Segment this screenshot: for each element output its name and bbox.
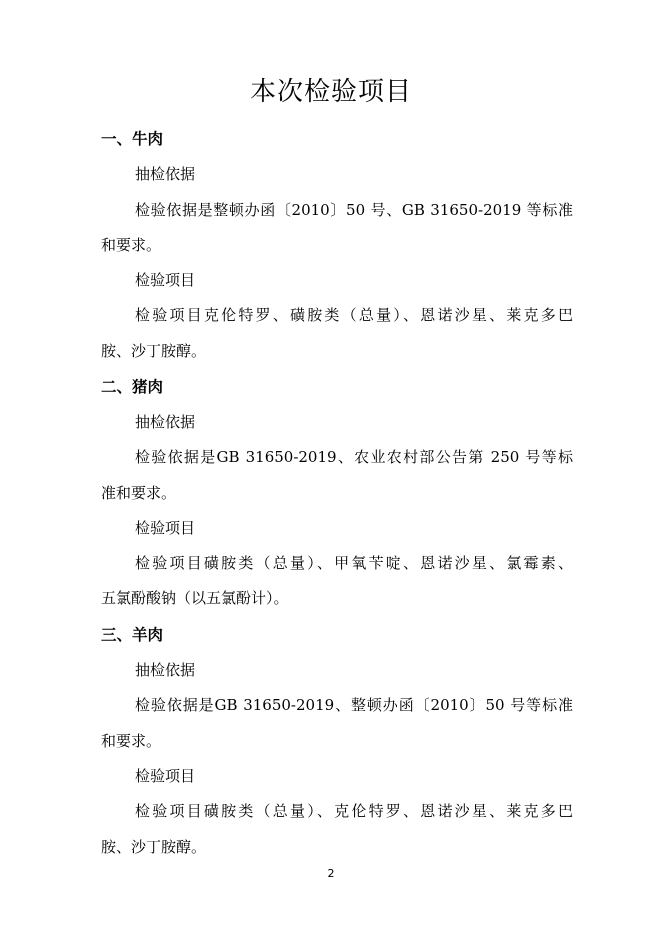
section-mutton-basis-label: 抽检依据 xyxy=(135,661,196,679)
section-pork-items-text: 检验项目磺胺类（总量）、甲氧苄啶、恩诺沙星、氯霉素、 xyxy=(135,554,573,572)
page-title: 本次检验项目 xyxy=(249,77,412,107)
section-beef-basis-label: 抽检依据 xyxy=(135,165,196,183)
section-mutton-items-text-cont: 胺、沙丁胺醇。 xyxy=(101,838,207,856)
section-pork-basis-text-cont: 准和要求。 xyxy=(101,484,177,502)
page-number: 2 xyxy=(327,867,335,880)
section-beef-basis-text-cont: 和要求。 xyxy=(101,236,162,254)
section-pork-basis-text: 检验依据是GB 31650-2019、农业农村部公告第 250 号等标 xyxy=(135,448,573,466)
section-beef-items-text: 检验项目克伦特罗、磺胺类（总量）、恩诺沙星、莱克多巴 xyxy=(135,306,573,324)
section-mutton-basis-text: 检验依据是GB 31650-2019、整顿办函〔2010〕50 号等标准 xyxy=(135,696,573,714)
section-pork-basis-label: 抽检依据 xyxy=(135,413,196,431)
section-mutton-items-label: 检验项目 xyxy=(135,767,196,785)
section-heading-mutton: 三、羊肉 xyxy=(101,626,164,644)
section-mutton-items-text: 检验项目磺胺类（总量）、克伦特罗、恩诺沙星、莱克多巴 xyxy=(135,802,573,820)
section-mutton-basis-text-cont: 和要求。 xyxy=(101,732,162,750)
section-beef-items-text-cont: 胺、沙丁胺醇。 xyxy=(101,342,207,360)
section-beef-items-label: 检验项目 xyxy=(135,271,196,289)
section-pork-items-text-cont: 五氯酚酸钠（以五氯酚计）。 xyxy=(101,589,289,607)
section-beef-basis-text: 检验依据是整顿办函〔2010〕50 号、GB 31650-2019 等标准 xyxy=(135,201,573,219)
section-heading-beef: 一、牛肉 xyxy=(101,130,164,148)
section-heading-pork: 二、猪肉 xyxy=(101,378,164,396)
section-pork-items-label: 检验项目 xyxy=(135,519,196,537)
